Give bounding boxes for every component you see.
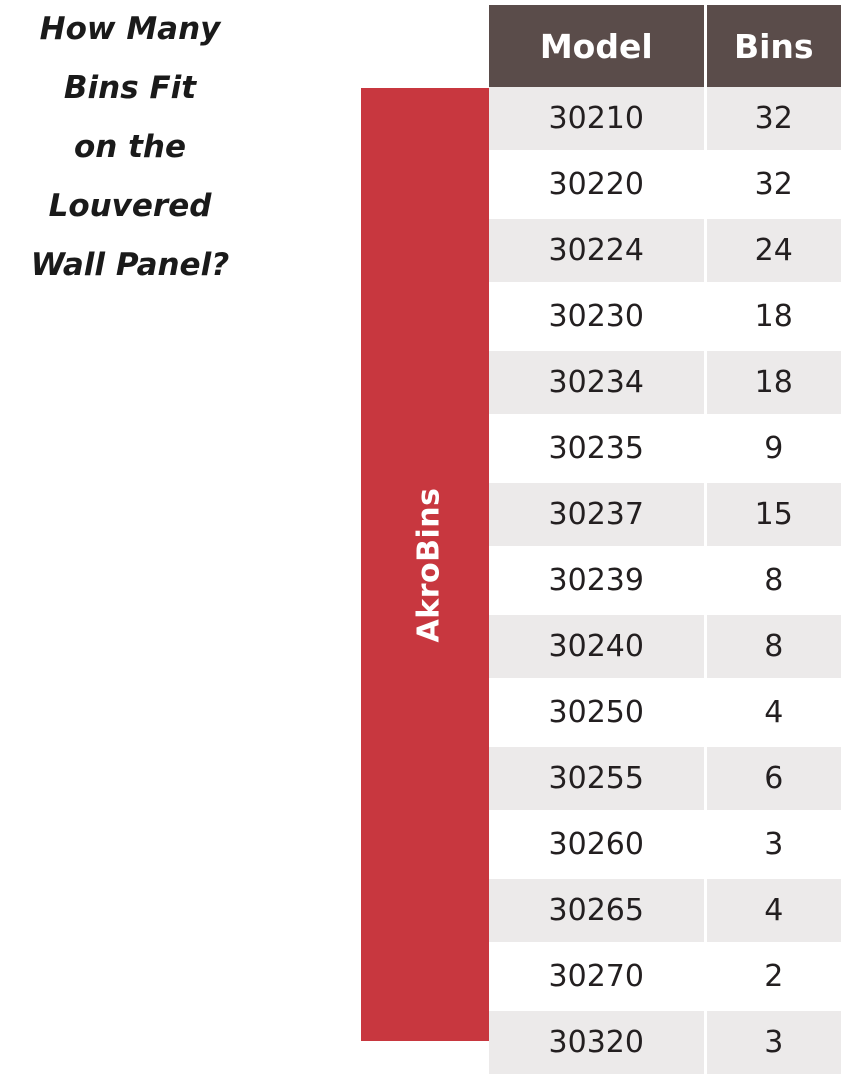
cell-bins: 4 <box>705 680 841 746</box>
cell-bins: 24 <box>705 218 841 284</box>
title-line-5: Wall Panel? <box>0 236 260 295</box>
cell-model: 30320 <box>489 1010 705 1074</box>
cell-model: 30239 <box>489 548 705 614</box>
cell-bins: 32 <box>705 87 841 152</box>
column-header-bins: Bins <box>705 5 841 87</box>
cell-model: 30224 <box>489 218 705 284</box>
cell-model: 30237 <box>489 482 705 548</box>
cell-bins: 8 <box>705 548 841 614</box>
table-body <box>489 87 841 1074</box>
table-row <box>489 680 841 746</box>
cell-bins: 9 <box>705 416 841 482</box>
page-title <box>0 0 260 295</box>
table-row <box>489 218 841 284</box>
table-row <box>489 284 841 350</box>
table-row <box>489 350 841 416</box>
table-row <box>489 1010 841 1074</box>
cell-model: 30265 <box>489 878 705 944</box>
table-row <box>489 482 841 548</box>
cell-bins: 18 <box>705 350 841 416</box>
table-header-row <box>489 5 841 87</box>
table-row <box>489 944 841 1010</box>
table-row <box>489 812 841 878</box>
table-row <box>489 614 841 680</box>
cell-bins: 32 <box>705 152 841 218</box>
cell-model: 30230 <box>489 284 705 350</box>
title-line-4: Louvered <box>0 177 260 236</box>
cell-bins: 3 <box>705 1010 841 1074</box>
category-band <box>361 88 496 1041</box>
title-line-3: on the <box>0 118 260 177</box>
cell-model: 30250 <box>489 680 705 746</box>
cell-model: 30220 <box>489 152 705 218</box>
table-row <box>489 878 841 944</box>
cell-model: 30240 <box>489 614 705 680</box>
table-row <box>489 152 841 218</box>
cell-model: 30270 <box>489 944 705 1010</box>
cell-bins: 15 <box>705 482 841 548</box>
cell-bins: 2 <box>705 944 841 1010</box>
cell-bins: 8 <box>705 614 841 680</box>
table-row <box>489 746 841 812</box>
cell-model: 30234 <box>489 350 705 416</box>
cell-model: 30235 <box>489 416 705 482</box>
table-row <box>489 416 841 482</box>
cell-bins: 3 <box>705 812 841 878</box>
bins-table <box>489 5 841 1074</box>
cell-model: 30210 <box>489 87 705 152</box>
table-row <box>489 548 841 614</box>
cell-bins: 6 <box>705 746 841 812</box>
table-header <box>489 5 841 87</box>
cell-bins: 4 <box>705 878 841 944</box>
title-line-2: Bins Fit <box>0 59 260 118</box>
cell-model: 30255 <box>489 746 705 812</box>
column-header-model: Model <box>489 5 705 87</box>
title-line-1: How Many <box>0 0 260 59</box>
table-row <box>489 87 841 152</box>
cell-bins: 18 <box>705 284 841 350</box>
cell-model: 30260 <box>489 812 705 878</box>
category-band-label: AkroBins <box>411 487 446 642</box>
